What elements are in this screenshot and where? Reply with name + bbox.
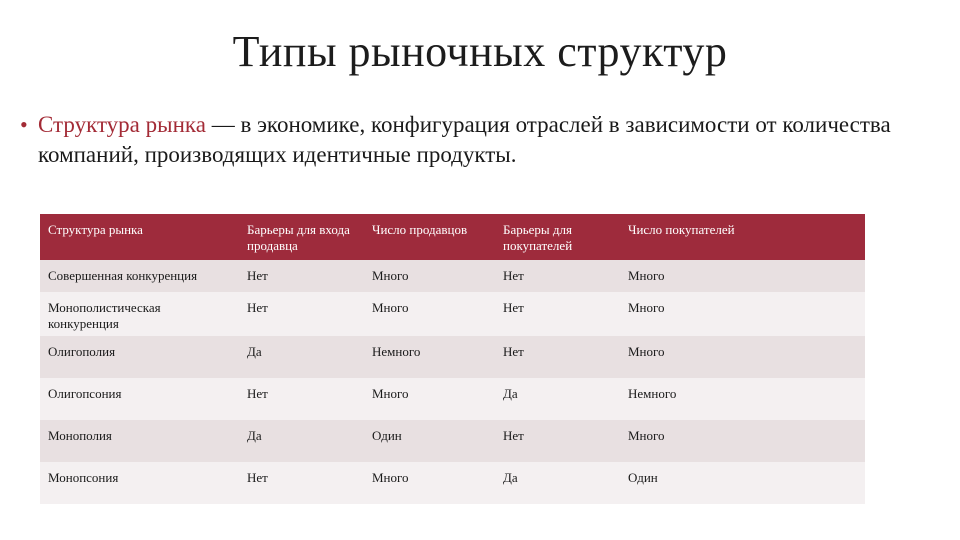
table-cell: Нет (495, 260, 620, 292)
table-cell: Да (239, 336, 364, 378)
table-header-row (40, 214, 865, 260)
table-row (40, 378, 865, 420)
header-market-structure: Структура рынка (40, 214, 239, 260)
table-cell: Много (620, 260, 865, 292)
table-row (40, 420, 865, 462)
table-row (40, 462, 865, 504)
definition-text (20, 110, 920, 170)
header-number-of-sellers: Число продавцов (364, 214, 495, 260)
table-cell: Много (620, 336, 865, 378)
table-cell: Нет (239, 378, 364, 420)
header-number-of-buyers: Число покупателей (620, 214, 865, 260)
table-cell: Много (364, 260, 495, 292)
table-cell: Много (364, 462, 495, 504)
table-cell: Много (364, 292, 495, 336)
table-row (40, 260, 865, 292)
table-cell: Нет (495, 336, 620, 378)
market-structures-table (40, 214, 865, 504)
table-row (40, 292, 865, 336)
header-seller-entry-barriers: Барьеры для входа продавца (239, 214, 364, 260)
table-cell: Нет (495, 292, 620, 336)
table-cell: Много (364, 378, 495, 420)
table-cell: Нет (239, 292, 364, 336)
table-cell: Немного (620, 378, 865, 420)
table-cell: Много (620, 292, 865, 336)
table-cell: Да (495, 462, 620, 504)
definition-body: — в экономике, конфигурация отраслей в зависимости от количества компаний, производящих идентичные продукты. (38, 112, 891, 167)
table-cell: Монополистическая конкуренция (40, 292, 239, 336)
table-cell: Нет (495, 420, 620, 462)
definition-term: Структура рынка (38, 112, 206, 137)
table-cell: Совершенная конкуренция (40, 260, 239, 292)
table-cell: Нет (239, 260, 364, 292)
table-cell: Монополия (40, 420, 239, 462)
table-cell: Да (495, 378, 620, 420)
table-row (40, 336, 865, 378)
table-cell: Один (364, 420, 495, 462)
table-cell: Да (239, 420, 364, 462)
table-cell: Много (620, 420, 865, 462)
table-cell: Олигополия (40, 336, 239, 378)
definition-bullet (20, 110, 920, 170)
table-cell: Один (620, 462, 865, 504)
table-cell: Монопсония (40, 462, 239, 504)
table-cell: Олигопсония (40, 378, 239, 420)
table-cell: Нет (239, 462, 364, 504)
table-cell: Немного (364, 336, 495, 378)
bullet-marker: • (20, 112, 28, 137)
slide-title: Типы рыночных структур (232, 27, 728, 76)
header-buyer-barriers: Барьеры для покупателей (495, 214, 620, 260)
